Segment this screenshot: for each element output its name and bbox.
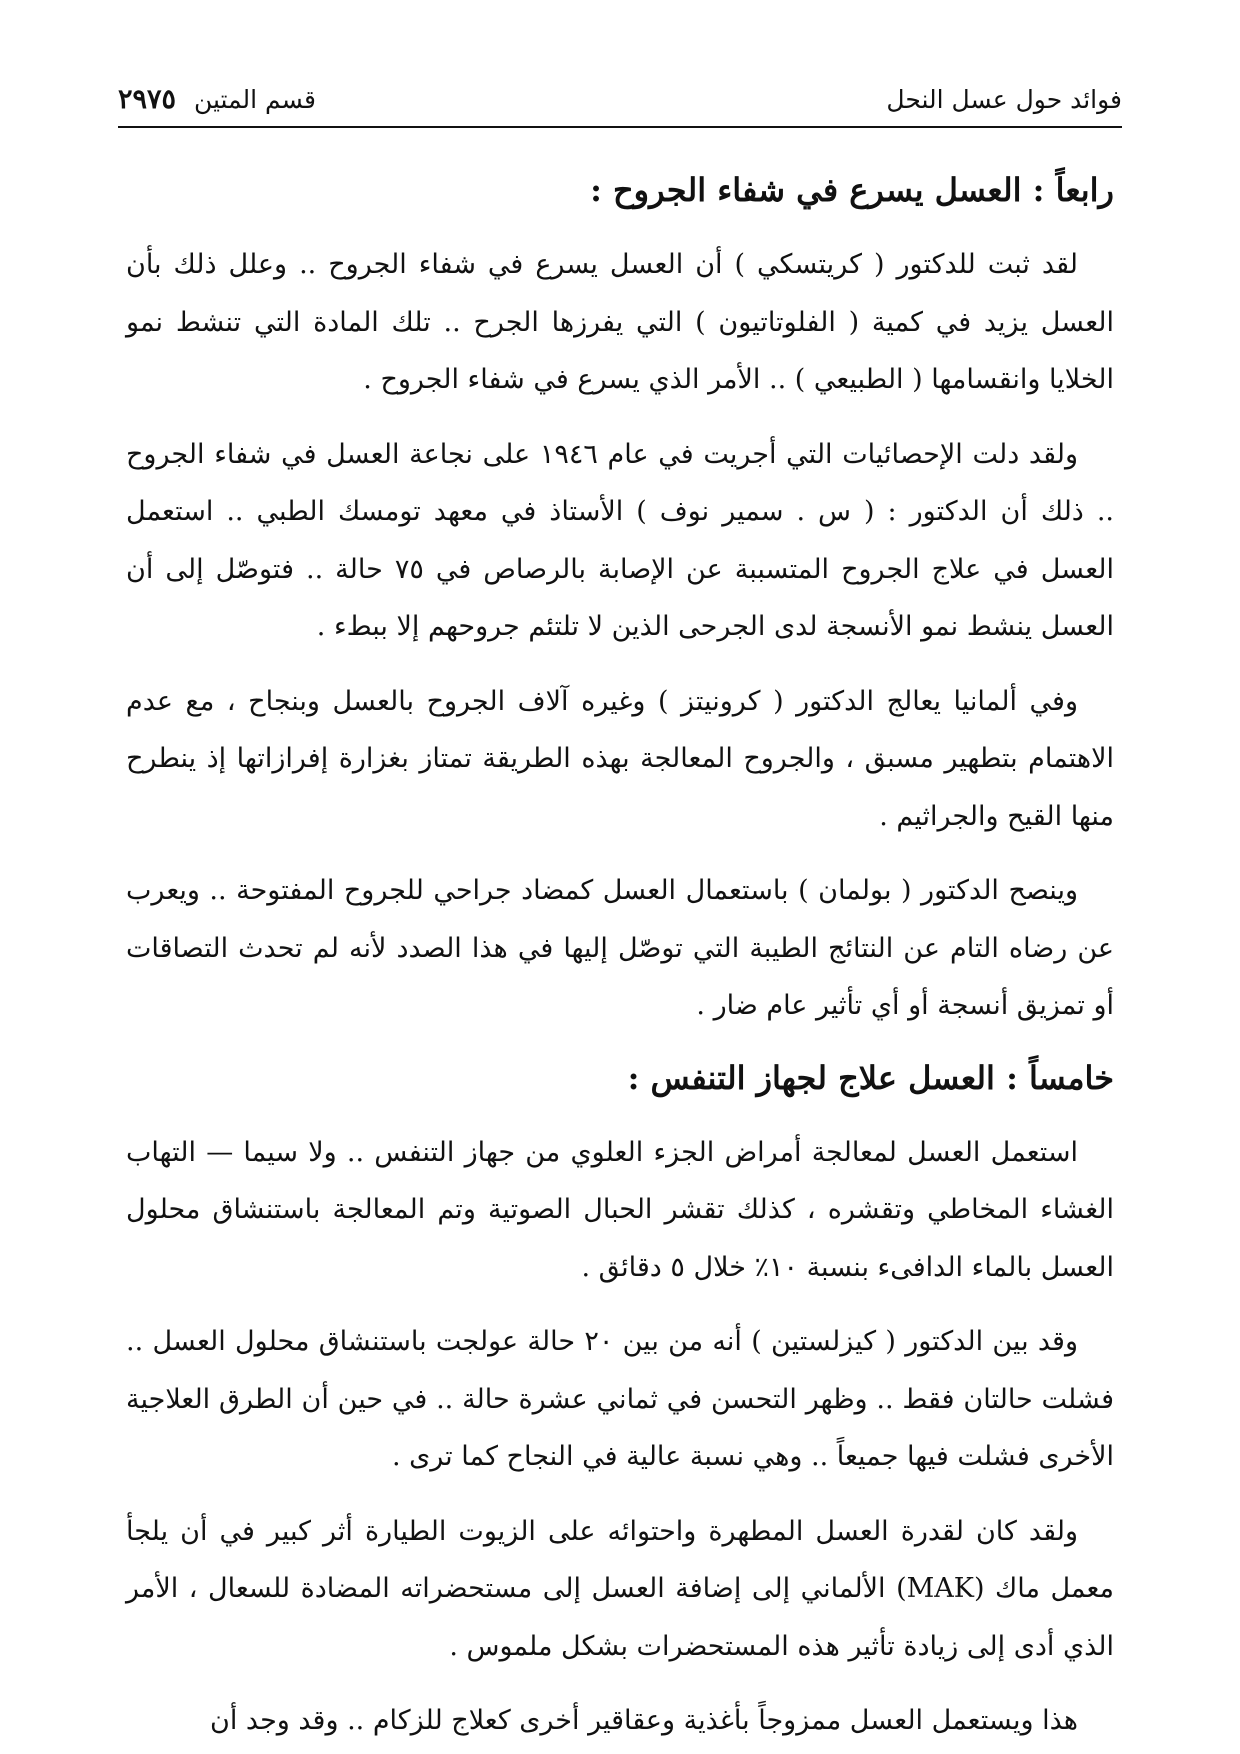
paragraph: وينصح الدكتور ( بولمان ) باستعمال العسل كمضاد جراحي للجروح المفتوحة .. ويعرب عن رضاه التام عن النتائج الطيبة التي توصّل إليها في هذا الصدد لأنه لم تحدث التصاقات أو تمزيق أنسجة أو أي تأثير عام ضار . (126, 875, 1114, 1021)
section-label: قسم المتين (193, 85, 316, 114)
header-rule (118, 126, 1122, 128)
paragraph: ولقد كان لقدرة العسل المطهرة واحتوائه على الزيوت الطيارة أثر كبير في أن يلجأ معمل ماك (MAK) الألماني إلى إضافة العسل إلى مستحضراته المضادة للسعال ، الأمر الذي أدى إلى زيادة تأثير هذه المستحضرات بشكل ملموس . (126, 1515, 1115, 1662)
paragraph: وقد بين الدكتور ( كيزلستين ) أنه من بين ٢٠ حالة عولجت باستنشاق محلول العسل .. فشلت حالتان فقط .. وظهر التحسن في ثماني عشرة حالة .. في حين أن الطرق العلاجية الأخرى فشلت فيها جميعاً .. وهي نسبة عالية في النجاح كما ترى . (126, 1326, 1114, 1472)
paragraph: هذا ويستعمل العسل ممزوجاً بأغذية وعقاقير أخرى كعلاج للزكام .. وقد وجد أن (209, 1705, 1078, 1736)
book-title: فوائد حول عسل النحل (886, 85, 1122, 114)
running-header (118, 80, 1122, 126)
page-number: ٢٩٧٥ (118, 84, 177, 115)
section-4-heading: رابعاً : العسل يسرع في شفاء الجروح : (590, 171, 1114, 209)
section-and-page (118, 80, 316, 120)
paragraph: استعمل العسل لمعالجة أمراض الجزء العلوي من جهاز التنفس .. ولا سيما — التهاب الغشاء المخاطي وتقشره ، كذلك تقشر الحبال الصوتية وتم المعالجة باستنشاق محلول العسل بالماء الدافىء بنسبة ١٠٪ خلال ٥ دقائق . (126, 1136, 1114, 1283)
paragraph: وفي ألمانيا يعالج الدكتور ( كرونيتز ) وغيره آلاف الجروح بالعسل وبنجاح ، مع عدم الاهتمام بتطهير مسبق ، والجروح المعالجة بهذه الطريقة تمتاز بغزارة إفرازاتها إذ ينطرح منها القيح والجراثيم . (126, 685, 1114, 832)
paragraph: ولقد دلت الإحصائيات التي أجريت في عام ١٩٤٦ على نجاعة العسل في شفاء الجروح .. ذلك أن الدكتور : ( س . سمير نوف ) الأستاذ في معهد تومسك الطبي .. استعمل العسل في علاج الجروح المتسببة عن الإصابة بالرصاص في ٧٥ حالة .. فتوصّل إلى أن العسل ينشط نمو الأنسجة لدى الجرحى الذين لا تلتئم جروحهم إلا ببطء . (126, 438, 1115, 642)
section-5-heading: خامساً : العسل علاج لجهاز التنفس : (627, 1058, 1114, 1097)
paragraph: لقد ثبت للدكتور ( كريتسكي ) أن العسل يسرع في شفاء الجروح .. وعلل ذلك بأن العسل يزيد في كمية ( الفلوتاتيون ) التي يفرزها الجرح .. تلك المادة التي تنشط نمو الخلايا وانقسامها ( الطبيعي ) .. الأمر الذي يسرع في شفاء الجروح . (126, 249, 1114, 395)
page-body (126, 150, 1114, 1750)
